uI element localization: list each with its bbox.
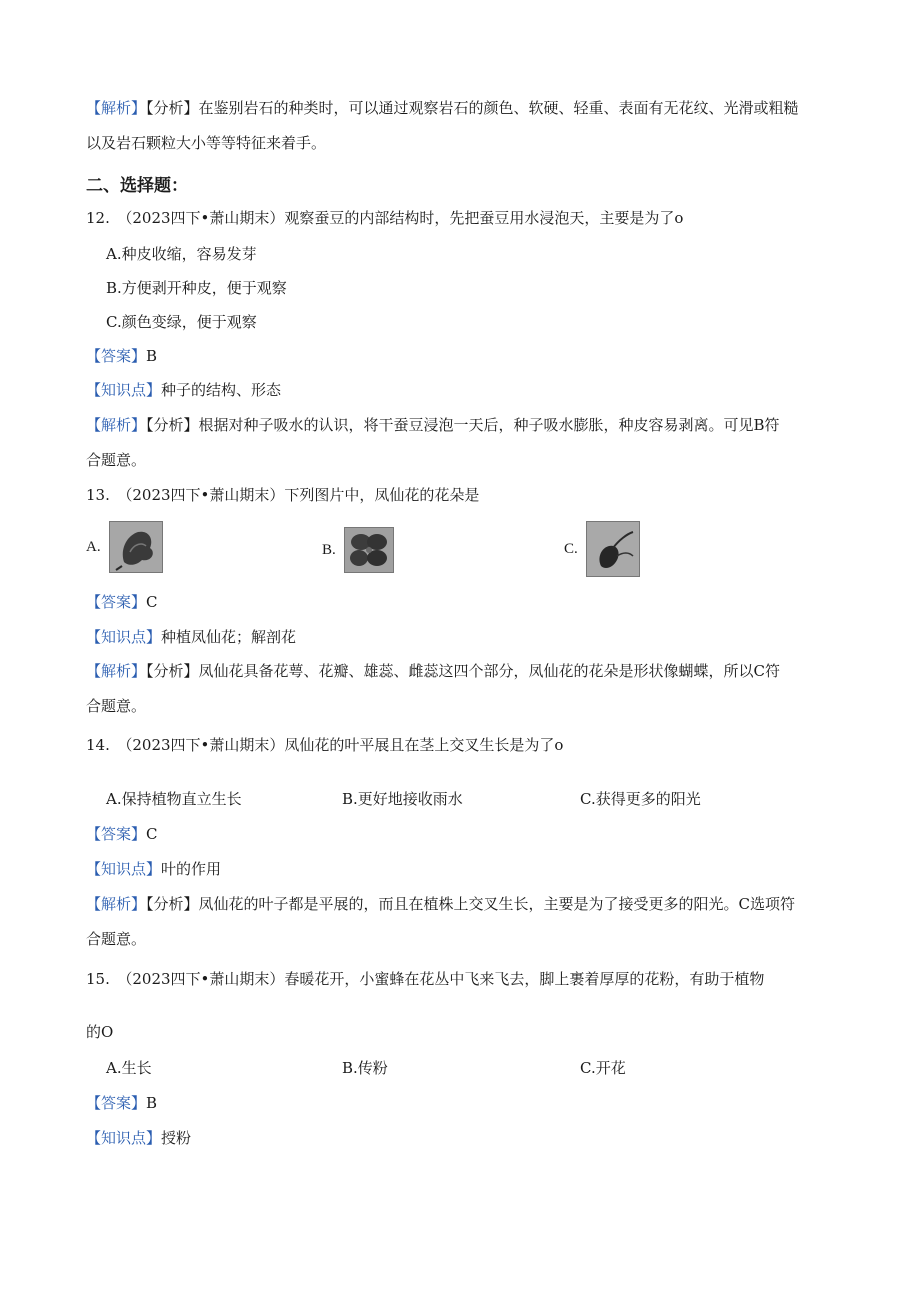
analysis-text: 凤仙花的叶子都是平展的，而且在植株上交叉生长，主要是为了接受更多的阳光。C选项符 (198, 895, 796, 913)
analysis-text: 根据对种子吸水的认识，将干蚕豆浸泡一天后，种子吸水膨胀，种皮容易剥离。可见B符 (198, 416, 780, 434)
q14-stem: 14. （2023四下•萧山期末）凤仙花的叶平展且在茎上交叉生长是为了o (86, 736, 564, 754)
analysis-tag: 【解析】 (86, 99, 147, 117)
option-label: C. (564, 540, 578, 557)
q14-analysis-line-2: 合题意。 (86, 930, 147, 948)
q14-option-c: C.获得更多的阳光 (580, 790, 701, 808)
section-title: 二、选择题： (86, 176, 188, 196)
kp-value: 叶的作用 (161, 860, 222, 878)
fenxi-tag: 【分析】 (146, 99, 199, 117)
kp-tag: 【知识点】 (86, 1129, 162, 1147)
q13-option-b (322, 527, 394, 573)
q13-analysis-line-2: 合题意。 (86, 697, 147, 715)
q12-option-b: B.方便剥开种皮，便于观察 (106, 279, 287, 297)
option-label: A. (86, 538, 101, 555)
q12-option-c: C.颜色变绿，便于观察 (106, 313, 257, 331)
q15-option-b: B.传粉 (342, 1059, 388, 1077)
flower-image-c (586, 521, 640, 577)
q13-option-a (86, 521, 163, 573)
q14-option-b: B.更好地接收雨水 (342, 790, 463, 808)
q13-answer (86, 592, 158, 612)
kp-tag: 【知识点】 (86, 381, 162, 399)
analysis-text: 在鉴别岩石的种类时，可以通过观察岩石的颜色、软硬、轻重、表面有无花纹、光滑或粗糙 (198, 99, 799, 117)
analysis-tag: 【解析】 (86, 895, 147, 913)
q15-option-c: C.开花 (580, 1059, 626, 1077)
q14-analysis-line-1 (86, 894, 795, 914)
answer-value: C (146, 825, 158, 843)
flower-image-b (344, 527, 394, 573)
analysis-tag: 【解析】 (86, 416, 147, 434)
answer-value: C (146, 593, 158, 611)
q13-stem: 13. （2023四下•萧山期末）下列图片中，凤仙花的花朵是 (86, 486, 480, 504)
q12-option-a: A.种皮收缩，容易发芽 (106, 245, 257, 263)
q11-analysis-line-1 (86, 98, 799, 118)
q14-answer (86, 824, 158, 844)
q15-option-a: A.生长 (106, 1059, 152, 1077)
kp-tag: 【知识点】 (86, 628, 162, 646)
answer-tag: 【答案】 (86, 1094, 147, 1112)
q14-option-a: A.保持植物直立生长 (106, 790, 242, 808)
q14-knowledge-point (86, 859, 221, 879)
q15-answer (86, 1093, 157, 1113)
kp-value: 授粉 (161, 1129, 192, 1147)
kp-value: 种子的结构、形态 (161, 381, 282, 399)
q13-knowledge-point (86, 627, 296, 647)
q15-stem-line-1: 15. （2023四下•萧山期末）春暖花开，小蜜蜂在花丛中飞来飞去，脚上裹着厚厚的花粉，有助于植物 (86, 970, 765, 988)
kp-tag: 【知识点】 (86, 860, 162, 878)
answer-value: B (146, 1094, 158, 1112)
analysis-text: 凤仙花具备花萼、花瓣、雄蕊、雌蕊这四个部分，凤仙花的花朵是形状像蝴蝶，所以C符 (198, 662, 781, 680)
q12-stem: 12. （2023四下•萧山期末）观察蚕豆的内部结构时，先把蚕豆用水浸泡天，主要是为了o (86, 209, 684, 227)
option-label: B. (322, 541, 336, 558)
q12-analysis-line-1 (86, 415, 780, 435)
flower-image-a (109, 521, 163, 573)
q11-analysis-line-2: 以及岩石颗粒大小等等特征来着手。 (86, 134, 327, 152)
fenxi-tag: 【分析】 (146, 662, 199, 680)
q13-analysis-line-1 (86, 661, 780, 681)
q15-stem-line-2: 的O (86, 1023, 114, 1041)
q12-analysis-line-2: 合题意。 (86, 451, 147, 469)
fenxi-tag: 【分析】 (146, 895, 199, 913)
analysis-tag: 【解析】 (86, 662, 147, 680)
answer-tag: 【答案】 (86, 593, 147, 611)
answer-tag: 【答案】 (86, 825, 147, 843)
q12-knowledge-point (86, 380, 281, 400)
q13-option-c (564, 521, 640, 577)
q12-answer (86, 346, 157, 366)
kp-value: 种植凤仙花；解剖花 (161, 628, 297, 646)
fenxi-tag: 【分析】 (146, 416, 199, 434)
answer-tag: 【答案】 (86, 347, 147, 365)
q15-knowledge-point (86, 1128, 191, 1148)
answer-value: B (146, 347, 158, 365)
